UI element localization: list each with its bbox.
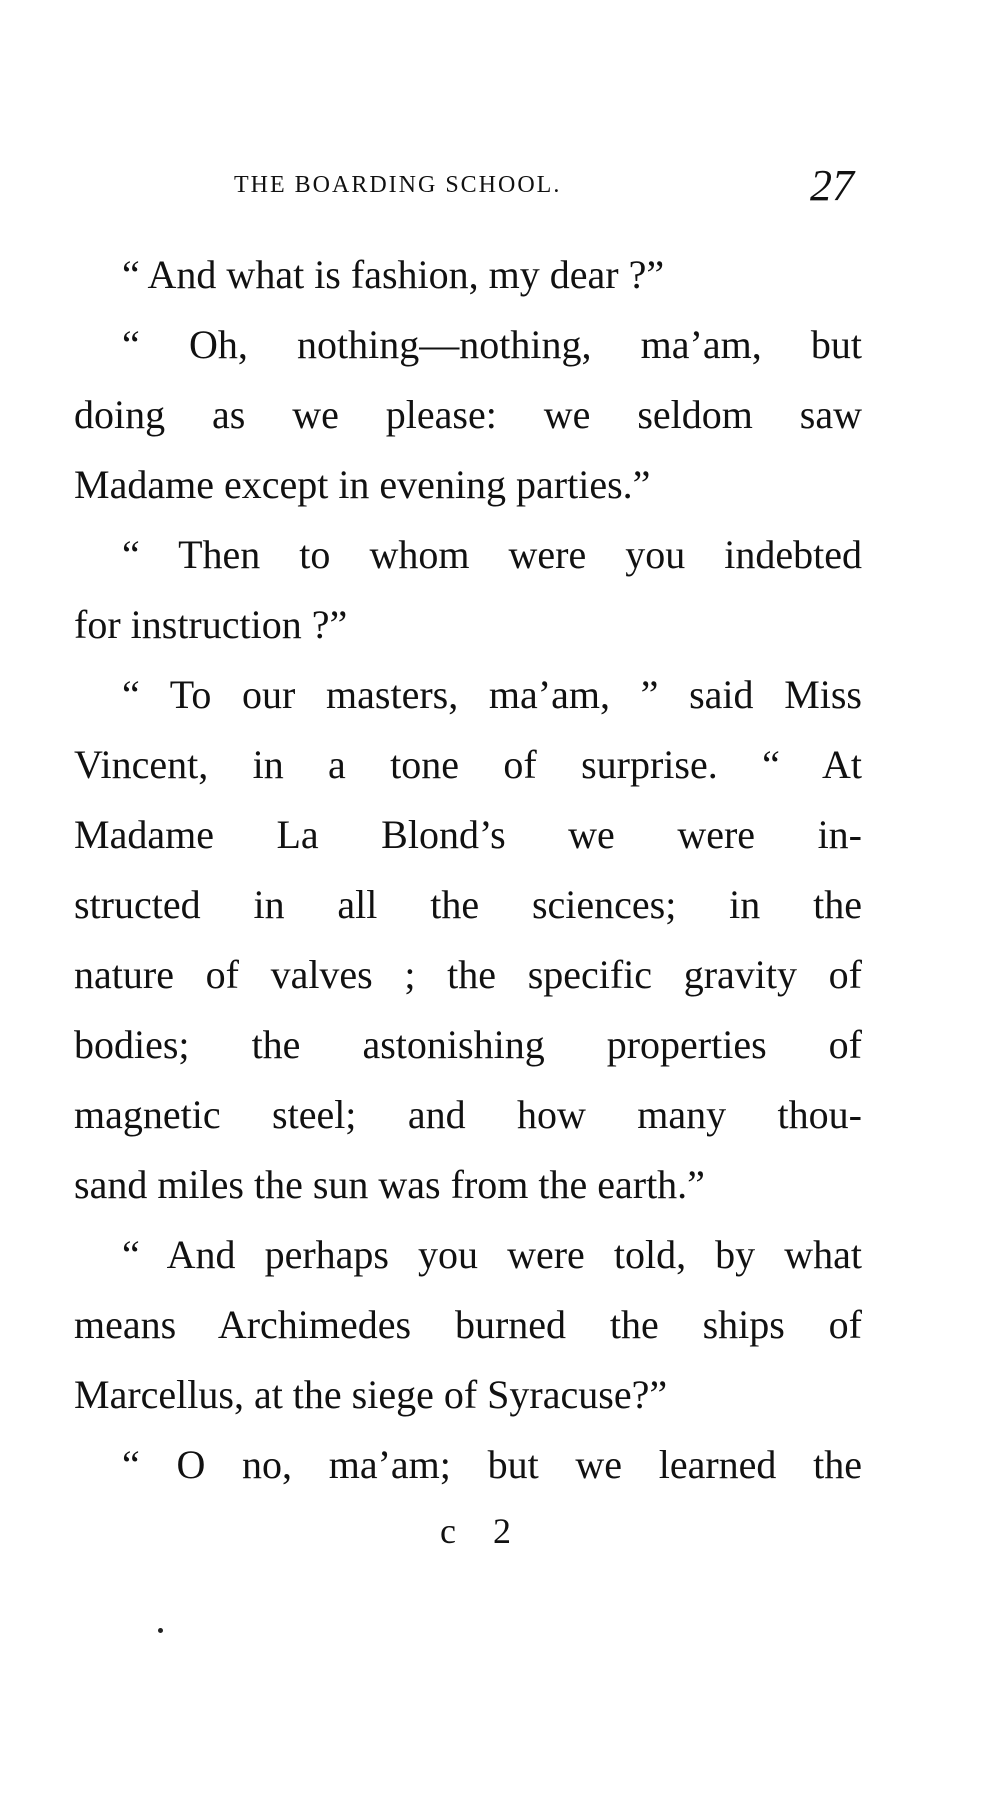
paragraph [74, 520, 862, 660]
text-line: “ Oh, nothing—nothing, ma’am, but [122, 322, 862, 367]
ink-speck [158, 1628, 163, 1633]
text-line: sand miles the sun was from the earth.” [74, 1162, 705, 1207]
body-text [74, 240, 862, 1500]
text-line: structed in all the sciences; in the [74, 882, 862, 927]
paragraph [74, 660, 862, 1220]
page-number: 27 [810, 161, 854, 210]
running-head [0, 160, 1000, 210]
text-line: Marcellus, at the siege of Syracuse?” [74, 1372, 668, 1417]
paragraph [74, 1430, 862, 1500]
text-line: Vincent, in a tone of surprise. “ At [74, 742, 862, 787]
text-line: “ Then to whom were you indebted [122, 532, 862, 577]
signature-mark: c 2 [440, 1511, 525, 1551]
text-line: for instruction ?” [74, 602, 348, 647]
text-line: means Archimedes burned the ships of [74, 1302, 862, 1347]
text-line: nature of valves ; the specific gravity of [74, 952, 862, 997]
text-line: “ O no, ma’am; but we learned the [122, 1442, 862, 1487]
text-line: “ To our masters, ma’am, ” said Miss [122, 672, 862, 717]
paragraph [74, 240, 862, 310]
text-line: magnetic steel; and how many thou- [74, 1092, 862, 1137]
text-line: “ And perhaps you were told, by what [122, 1232, 862, 1277]
paragraph [74, 310, 862, 520]
text-line: doing as we please: we seldom saw [74, 392, 862, 437]
text-line: Madame La Blond’s we were in- [74, 812, 862, 857]
text-line: bodies; the astonishing properties of [74, 1022, 862, 1067]
running-title: THE BOARDING SCHOOL. [234, 172, 562, 198]
text-line: “ And what is fashion, my dear ?” [122, 252, 665, 297]
text-line: Madame except in evening parties.” [74, 462, 651, 507]
paragraph [74, 1220, 862, 1430]
